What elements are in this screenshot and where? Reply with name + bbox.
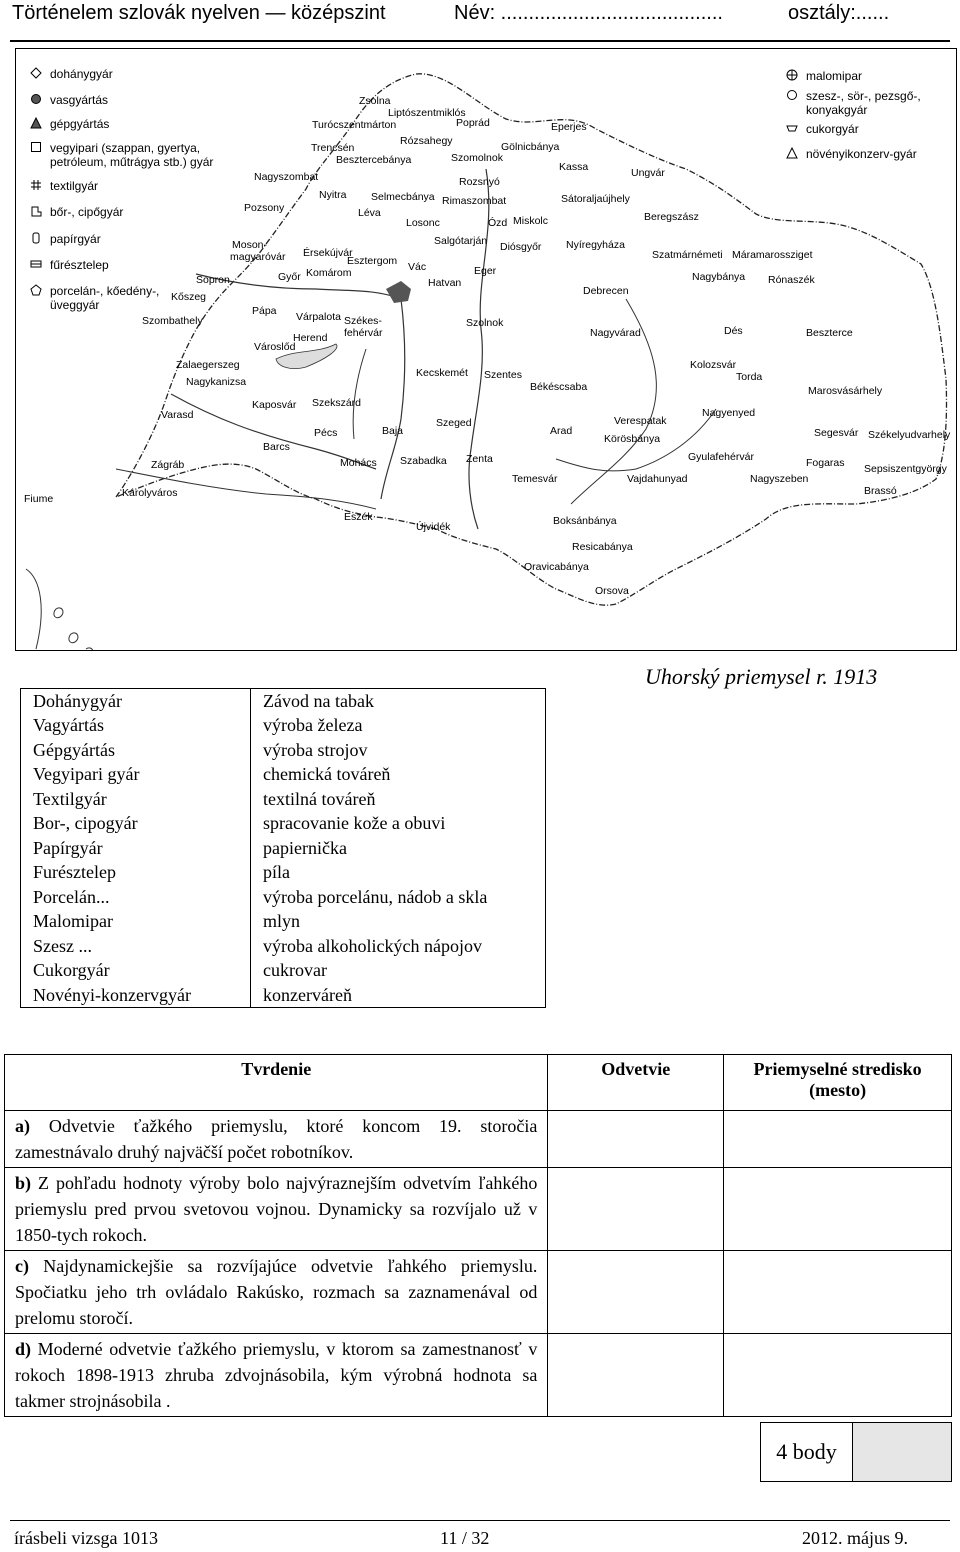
city-label: Arad (550, 425, 573, 437)
city-label: Kassa (559, 161, 589, 173)
legend-label: bőr-, cipőgyár (50, 205, 124, 219)
footer-divider (10, 1520, 950, 1521)
statement-text: Odvetvie ťažkého priemyslu, ktoré koncom 19. storočia zamestnávalo druhý najväčší počet robotníkov. (15, 1116, 538, 1162)
city-label: Békéscsaba (530, 381, 588, 393)
city-label: Beregszász (644, 211, 699, 223)
city-label: Újvidék (416, 521, 451, 533)
city-label: Rónaszék (768, 274, 815, 286)
city-label: Rózsahegy (400, 135, 453, 147)
city-label: Brassó (864, 485, 897, 497)
city-label: Ungvár (631, 167, 665, 179)
statement-cell (5, 1111, 548, 1168)
city-label: Eger (474, 265, 497, 277)
translation-row (21, 713, 546, 738)
city-label: Szekszárd (312, 397, 362, 409)
legend-label: malomipar (806, 69, 863, 83)
slovak-term: výroba železa (251, 713, 546, 738)
answer-branch-cell[interactable] (548, 1251, 724, 1334)
task-row (5, 1251, 952, 1334)
city-label: Barcs (263, 441, 290, 453)
statement-text: Najdynamickejšie sa rozvíjajúce odvetvie ľahkého priemyslu. Spočiatku jeho trh ovládalo Rakúsko, rozmach sa zaznamenával od prelomu storočí. (15, 1256, 538, 1328)
city-label: Pozsony (244, 202, 285, 214)
legend-label: gépgyártás (50, 117, 110, 131)
translation-row (21, 738, 546, 763)
city-label: Sátoraljaújhely (561, 193, 630, 205)
city-label: Poprád (456, 117, 490, 129)
industry-map (15, 48, 957, 651)
score-label: 4 body (761, 1423, 853, 1481)
task-table (4, 1054, 952, 1417)
statement-letter: a) (15, 1116, 30, 1136)
city-label: Pécs (314, 427, 338, 439)
pentagon-icon (30, 284, 42, 296)
translation-row (21, 811, 546, 836)
translation-row (21, 909, 546, 934)
city-label: Szatmárnémeti (652, 249, 723, 261)
city-label: Moson- (232, 239, 268, 251)
rounded-rect-icon (30, 232, 42, 244)
task-row (5, 1334, 952, 1417)
hungarian-term: Dohánygyár (21, 689, 251, 714)
translation-table (20, 688, 546, 1008)
statement-cell (5, 1168, 548, 1251)
city-label: Fiume (24, 493, 54, 505)
statement-letter: d) (15, 1339, 32, 1359)
name-field-label: Név: ........................................ (454, 2, 723, 24)
legend-label: vegyipari (szappan, gyertya, petróleum, műtrágya stb.) gyár (50, 141, 214, 169)
slovak-term: spracovanie kože a obuvi (251, 811, 546, 836)
city-label: Máramarossziget (732, 249, 813, 261)
col-header-branch: Odvetvie (548, 1055, 724, 1111)
score-input-cell[interactable] (853, 1423, 951, 1481)
city-label: Debrecen (583, 285, 629, 297)
hungarian-term: Vagyártás (21, 713, 251, 738)
city-label: Oravicabánya (524, 561, 589, 573)
circle-plus-icon (786, 69, 798, 81)
translation-row (21, 689, 546, 714)
translation-row (21, 762, 546, 787)
col-header-center: Priemyselné stredisko (mesto) (724, 1055, 952, 1111)
city-label: Mohács (340, 457, 377, 469)
translation-row (21, 934, 546, 959)
hungarian-term: Textilgyár (21, 787, 251, 812)
saw-icon (30, 258, 42, 270)
score-box (760, 1422, 952, 1482)
city-label: Zágráb (151, 459, 185, 471)
slovak-term: výroba porcelánu, nádob a skla (251, 885, 546, 910)
hollow-circle-icon (786, 89, 798, 101)
answer-city-cell[interactable] (724, 1168, 952, 1251)
city-label: magyaróvár (230, 251, 286, 263)
statement-cell (5, 1251, 548, 1334)
translation-row (21, 787, 546, 812)
slovak-term: papiernička (251, 836, 546, 861)
city-label: Szentes (484, 369, 522, 381)
city-label: Resicabánya (572, 541, 633, 553)
slovak-term: chemická továreň (251, 762, 546, 787)
translation-row (21, 860, 546, 885)
city-label: fehérvár (344, 327, 383, 339)
city-label: Pápa (252, 305, 277, 317)
city-label: Kaposvár (252, 399, 297, 411)
translation-row (21, 983, 546, 1008)
city-label: Nagyvárad (590, 327, 641, 339)
answer-branch-cell[interactable] (548, 1334, 724, 1417)
answer-city-cell[interactable] (724, 1334, 952, 1417)
city-label: Vajdahunyad (627, 473, 688, 485)
city-label: Liptószentmiklós (388, 107, 466, 119)
page-header (10, 0, 940, 34)
city-label: Szomolnok (451, 152, 503, 164)
city-label: Károlyváros (122, 487, 178, 499)
map-legend-right (786, 69, 951, 179)
city-label: Beszterce (806, 327, 853, 339)
hungarian-term: Vegyipari gyár (21, 762, 251, 787)
hungarian-term: Papírgyár (21, 836, 251, 861)
answer-city-cell[interactable] (724, 1251, 952, 1334)
city-label: Turócszentmárton (312, 119, 397, 131)
legend-label: dohánygyár (50, 67, 113, 81)
city-label: Rimaszombat (442, 195, 507, 207)
task-row (5, 1168, 952, 1251)
city-label: Losonc (406, 217, 440, 229)
slovak-term: píla (251, 860, 546, 885)
footer-page: 11 / 32 (440, 1528, 490, 1548)
city-label: Esztergom (347, 255, 398, 267)
slovak-term: textilná továreň (251, 787, 546, 812)
city-label: Zenta (466, 453, 493, 465)
slovak-term: Závod na tabak (251, 689, 546, 714)
legend-label: vasgyártás (50, 93, 109, 107)
city-label: Gölnicbánya (501, 141, 560, 153)
city-label: Nagybánya (692, 271, 746, 283)
city-label: Léva (358, 207, 381, 219)
filled-triangle-icon (30, 117, 42, 129)
city-label: Nagyszeben (750, 473, 809, 485)
city-label: Eperjes (551, 121, 587, 133)
answer-city-cell[interactable] (724, 1111, 952, 1168)
hungarian-term: Szesz ... (21, 934, 251, 959)
statement-letter: c) (15, 1256, 29, 1276)
hungarian-term: Cukorgyár (21, 958, 251, 983)
translation-row (21, 885, 546, 910)
city-label: Verespatak (614, 415, 667, 427)
city-label: Sopron (196, 274, 230, 286)
tub-icon (786, 122, 798, 134)
city-label: Hatvan (428, 277, 462, 289)
city-label: Boksánbánya (553, 515, 617, 527)
city-label: Szolnok (466, 317, 504, 329)
city-label: Városlőd (254, 341, 296, 353)
city-label: Kolozsvár (690, 359, 737, 371)
answer-branch-cell[interactable] (548, 1168, 724, 1251)
legend-label: cukorgyár (806, 122, 859, 136)
city-label: Salgótarján (434, 235, 488, 247)
translation-row (21, 836, 546, 861)
city-label: Szeged (436, 417, 472, 429)
footer-left: írásbeli vizsga 1013 (14, 1528, 158, 1548)
city-label: Zsolna (359, 95, 391, 107)
city-label: Várpalota (296, 311, 341, 323)
city-label: Diósgyőr (500, 241, 542, 253)
city-label: Győr (278, 271, 301, 283)
city-label: Besztercebánya (336, 154, 412, 166)
answer-branch-cell[interactable] (548, 1111, 724, 1168)
city-label: Selmecbánya (371, 191, 435, 203)
city-label: Baja (382, 425, 404, 437)
city-label: Szombathely (142, 315, 203, 327)
city-label: Érsekújvár (303, 247, 353, 259)
statement-text: Z pohľadu hodnoty výroby bolo najvýraznejším odvetvím ľahkého priemyslu pred prvou svetovou vojnou. Dynamicky sa rozvíjalo už v 1850-tych rokoch. (15, 1173, 538, 1245)
col-header-statement: Tvrdenie (5, 1055, 548, 1111)
statement-text: Moderné odvetvie ťažkého priemyslu, v ktorom sa zamestnanosť v rokoch 1898-1913 zhruba zdvojnásobila, kým výrobná hodnota sa takmer strojnásobila . (15, 1339, 538, 1411)
diamond-icon (30, 67, 42, 79)
task-row (5, 1111, 952, 1168)
header-divider (10, 40, 950, 42)
statement-letter: b) (15, 1173, 32, 1193)
city-label: Körösbánya (604, 433, 661, 445)
city-label: Segesvár (814, 427, 859, 439)
slovak-term: výroba alkoholických nápojov (251, 934, 546, 959)
city-label: Székes- (344, 315, 382, 327)
map-title: Uhorský priemysel r. 1913 (645, 664, 878, 689)
boot-icon (30, 205, 42, 217)
legend-label: növényikonzerv-gyár (806, 147, 917, 161)
legend-label: papírgyár (50, 232, 101, 246)
hash-icon (30, 179, 42, 191)
city-label: Nagykanizsa (186, 376, 247, 388)
hungarian-term: Porcelán... (21, 885, 251, 910)
city-label: Szabadka (400, 455, 447, 467)
hungarian-term: Novényi-konzervgyár (21, 983, 251, 1008)
city-label: Varasd (161, 409, 194, 421)
slovak-term: konzerváreň (251, 983, 546, 1008)
statement-cell (5, 1334, 548, 1417)
legend-label: szesz-, sör-, pezsgő-, konyakgyár (806, 89, 921, 117)
hungarian-term: Malomipar (21, 909, 251, 934)
city-label: Ózd (488, 217, 508, 229)
slovak-term: mlyn (251, 909, 546, 934)
exam-title: Történelem szlovák nyelven — középszint (12, 2, 386, 24)
hungarian-term: Gépgyártás (21, 738, 251, 763)
city-label: Vác (408, 261, 427, 273)
hungarian-term: Bor-, cipogyár (21, 811, 251, 836)
hungarian-term: Furésztelep (21, 860, 251, 885)
legend-label: textilgyár (50, 179, 99, 193)
city-label: Trencsén (311, 142, 355, 154)
city-label: Herend (293, 332, 328, 344)
city-label: Gyulafehérvár (688, 451, 754, 463)
city-label: Zalaegerszeg (176, 359, 240, 371)
slovak-term: cukrovar (251, 958, 546, 983)
city-label: Marosvásárhely (808, 385, 883, 397)
city-label: Orsova (595, 585, 629, 597)
legend-label: porcelán-, kőedény-, üveggyár (50, 284, 160, 312)
city-label: Nagyszombat (254, 171, 319, 183)
city-label: Kőszeg (171, 291, 207, 303)
city-label: Torda (736, 371, 763, 383)
city-label: Nyitra (319, 189, 347, 201)
footer-date: 2012. május 9. (802, 1528, 908, 1548)
city-label: Eszék (344, 511, 373, 523)
city-label: Kecskemét (416, 367, 468, 379)
filled-circle-icon (30, 93, 42, 105)
city-label: Fogaras (806, 457, 845, 469)
city-label: Temesvár (512, 473, 558, 485)
hollow-triangle-icon (786, 147, 798, 159)
city-label: Nyíregyháza (566, 239, 625, 251)
legend-label: fűrésztelep (50, 258, 109, 272)
city-label: Dés (724, 325, 743, 337)
city-label: Székelyudvarhely (868, 429, 951, 441)
slovak-term: výroba strojov (251, 738, 546, 763)
city-label: Nagyenyed (702, 407, 756, 419)
city-label: Sepsiszentgyörgy (864, 463, 947, 475)
square-icon (30, 141, 42, 153)
city-label: Miskolc (513, 215, 549, 227)
class-field-label: osztály:...... (788, 2, 890, 24)
translation-row (21, 958, 546, 983)
city-label: Komárom (306, 267, 352, 279)
city-label: Rozsnyó (459, 176, 500, 188)
